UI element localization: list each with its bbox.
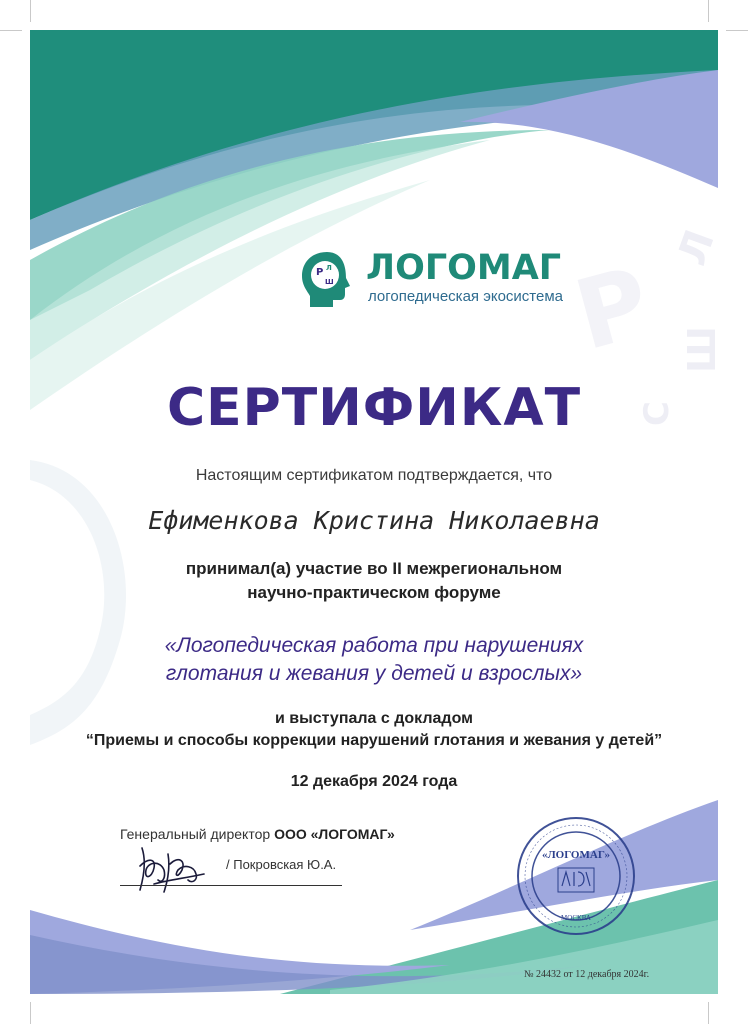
logo-tagline: логопедическая экосистема: [368, 288, 563, 305]
certificate-intro: Настоящим сертификатом подтверждается, что: [195, 467, 553, 484]
report-line-2: “Приемы и способы коррекции нарушений глотания и жевания у детей”: [85, 732, 663, 749]
svg-text:Р: Р: [316, 267, 324, 278]
participation-text: [30, 557, 718, 605]
forum-line-1: «Логопедическая работа при нарушениях: [164, 634, 584, 657]
certificate-number: № 24432 от 12 декабря 2024г.: [524, 969, 650, 980]
report-line-1: и выступала с докладом: [275, 710, 473, 727]
head-icon: [300, 250, 354, 308]
participation-line-2: научно-практическом форуме: [247, 583, 501, 602]
event-date: 12 декабря 2024 года: [290, 773, 458, 790]
certificate-title: СЕРТИФИКАТ: [166, 378, 582, 438]
handwritten-signature: [134, 840, 214, 900]
signer-name: / Покровская Ю.А.: [226, 857, 337, 872]
watermark-letter-sh: Ш: [680, 326, 724, 373]
recipient-name: Ефименкова Кристина Николаевна: [148, 506, 600, 535]
logo: [300, 248, 620, 308]
watermark-letter-s: С: [637, 401, 677, 426]
director-position: Генеральный директор: [120, 826, 271, 842]
svg-text:МОСКВА: МОСКВА: [561, 914, 591, 922]
certificate-sheet: [30, 30, 724, 994]
signature-line: [120, 885, 342, 886]
logo-name: ЛОГОМАГ: [366, 248, 562, 288]
company-seal: [516, 816, 636, 936]
crop-mark-left-bottom: [30, 1002, 31, 1024]
watermark-letter-l: Л: [669, 224, 724, 272]
svg-text:Ш: Ш: [325, 278, 334, 286]
report-text: [30, 708, 718, 752]
svg-text:Л: Л: [326, 264, 332, 272]
crop-mark-side-left: [0, 30, 22, 31]
crop-mark-side-right: [726, 30, 748, 31]
crop-mark-left: [30, 0, 31, 22]
participation-line-1: принимал(а) участие во II межрегиональном: [185, 559, 563, 578]
forum-title: [30, 632, 718, 688]
watermark-letter-r: Р: [564, 245, 662, 373]
forum-line-2: глотания и жевания у детей и взрослых»: [165, 662, 583, 685]
svg-text:«ЛОГОМАГ»: «ЛОГОМАГ»: [541, 849, 611, 861]
crop-mark-right-bottom: [708, 1002, 709, 1024]
director-company: ООО «ЛОГОМАГ»: [274, 826, 395, 842]
crop-mark-right: [708, 0, 709, 22]
